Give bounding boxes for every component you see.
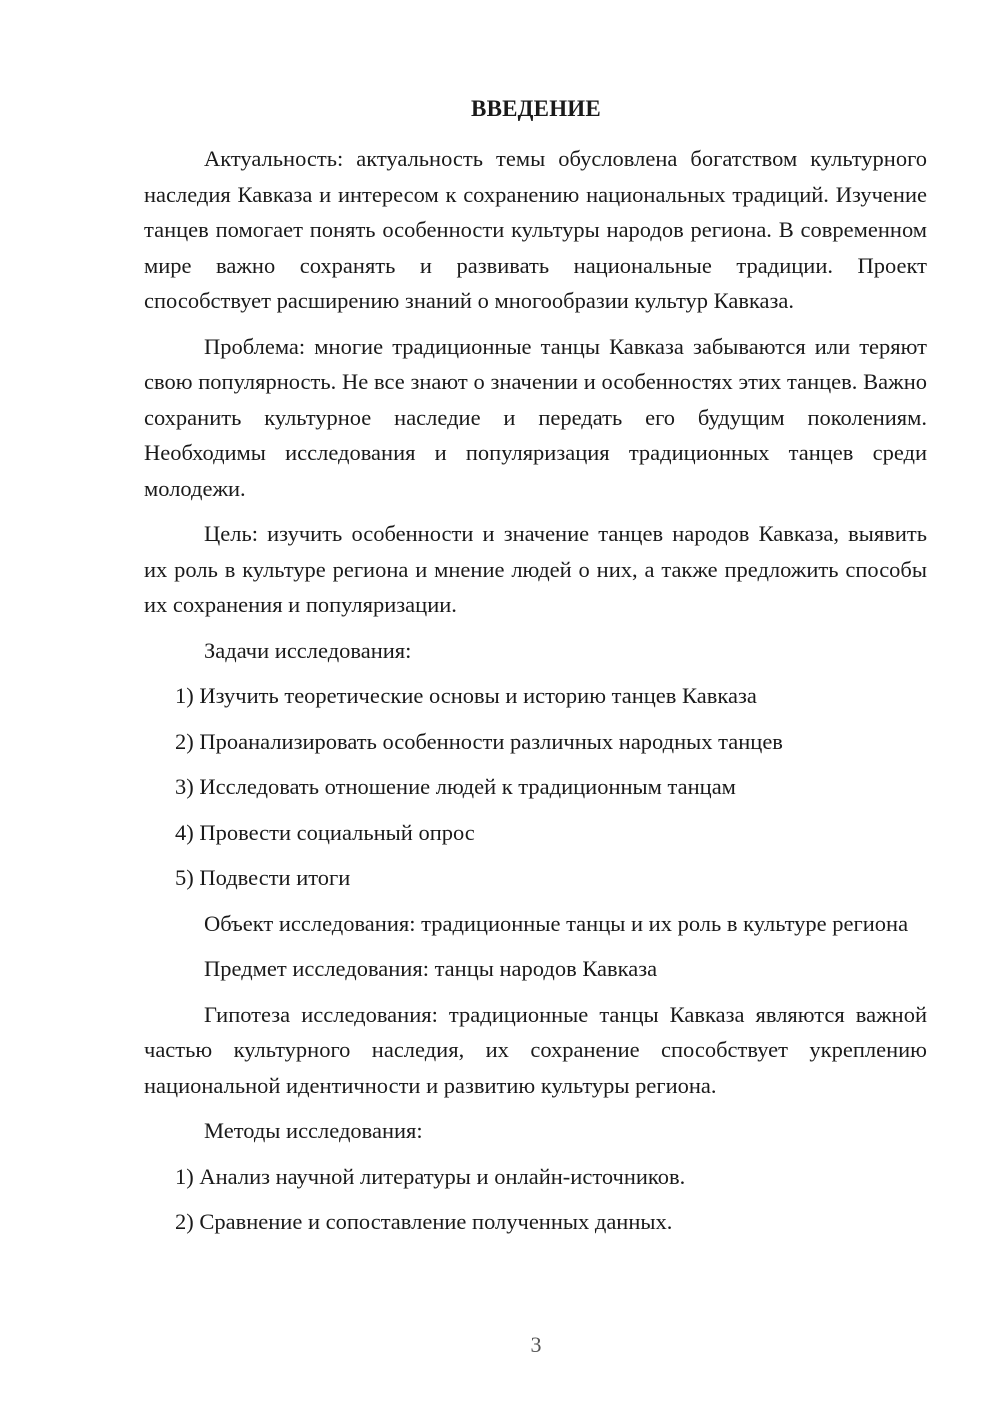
hypothesis-paragraph: Гипотеза исследования: традиционные танцы Кавказа являются важной частью культурного наследия, их сохранение способствует укреплению национальной идентичности и развитию культуры региона.: [144, 1001, 927, 1098]
relevance-paragraph: Актуальность: актуальность темы обусловлена богатством культурного наследия Кавказа и интересом к сохранению национальных традиций. Изучение танцев помогает понять особенности культуры народов региона. В современном мире важно сохранять и развивать национальные традиции. Проект способствует расширению знаний о многообразии культур Кавказа.: [144, 146, 927, 313]
list-item: 2) Проанализировать особенности различных народных танцев: [175, 728, 783, 754]
list-item: 1) Изучить теоретические основы и историю танцев Кавказа: [175, 683, 757, 708]
problem-paragraph: Проблема: многие традиционные танцы Кавказа забываются или теряют свою популярность. Не все знают о значении и особенностях этих танцев. Важно сохранить культурное наследие и передать его будущим поколениям. Необходимы исследования и популяризация традиционных танцев среди молодежи.: [144, 333, 927, 501]
subject-paragraph: Предмет исследования: танцы народов Кавказа: [204, 956, 658, 981]
list-item: 5) Подвести итоги: [175, 865, 351, 890]
goal-paragraph: Цель: изучить особенности и значение танцев народов Кавказа, выявить их роль в культуре региона и мнение людей о них, а также предложить способы их сохранения и популяризации.: [144, 521, 927, 617]
list-item: 2) Сравнение и сопоставление полученных данных.: [175, 1209, 673, 1234]
tasks-heading: Задачи исследования:: [204, 637, 412, 663]
page-title: ВВЕДЕНИЕ: [471, 96, 601, 121]
document-body: [144, 141, 927, 1250]
tasks-list: [144, 678, 927, 896]
list-item: 3) Исследовать отношение людей к традиционным танцам: [175, 774, 736, 799]
list-item: 1) Анализ научной литературы и онлайн-источников.: [175, 1163, 686, 1189]
page-number: 3: [530, 1332, 542, 1357]
methods-heading: Методы исследования:: [204, 1118, 423, 1143]
list-item: 4) Провести социальный опрос: [175, 819, 475, 845]
object-paragraph: Объект исследования: традиционные танцы и их роль в культуре региона: [204, 910, 909, 936]
methods-list: [144, 1159, 927, 1240]
